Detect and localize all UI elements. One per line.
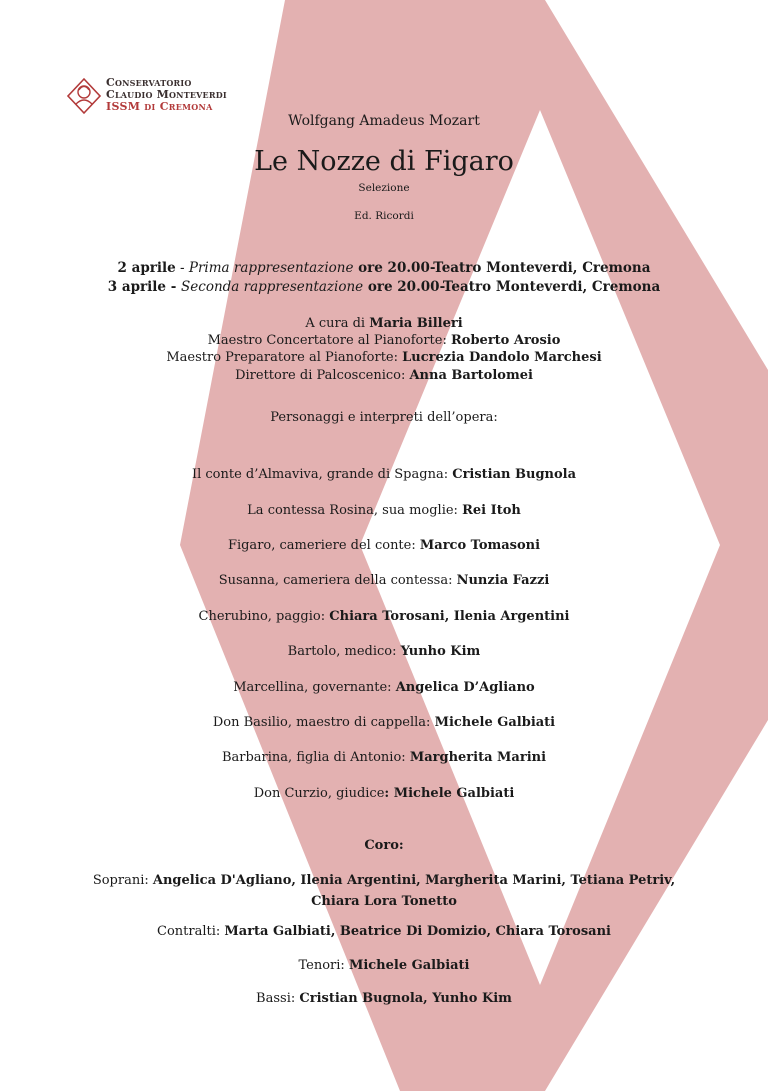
cast-role: Don Basilio, maestro di cappella: [212, 715, 435, 730]
cast-row [0, 609, 768, 624]
cast-performer: Cristian Bugnola [452, 467, 577, 482]
performance-label: Seconda rappresentazione [181, 279, 364, 295]
cast-performer: Angelica D’Agliano [395, 680, 535, 695]
performance-sep: - [175, 260, 189, 276]
logo-line-2: Claudio Monteverdi [106, 88, 227, 101]
cast-performer: Marco Tomasoni [419, 538, 541, 553]
cast-row [0, 503, 768, 518]
cast-row [0, 644, 768, 659]
performance-date: 3 aprile - [107, 279, 177, 295]
cast-row [0, 786, 768, 801]
conservatorio-logo [66, 77, 227, 115]
cast-role: Barbarina, figlia di Antonio: [221, 750, 410, 765]
coro-section-soprani [70, 870, 698, 912]
cast-row [0, 538, 768, 553]
cast-performer: Rei Itoh [462, 503, 521, 518]
staff-palcoscenico [0, 368, 768, 383]
coro-section-contralti [0, 924, 768, 939]
coro-voice: Soprani: [92, 873, 153, 888]
cast-performer: : Michele Galbiati [384, 786, 515, 801]
performance-2 [0, 279, 768, 295]
edition-note: Ed. Ricordi [354, 210, 414, 222]
cast-role: Bartolo, medico: [287, 644, 401, 659]
cast-performer: Yunho Kim [400, 644, 481, 659]
opera-subtitle: Selezione [358, 182, 410, 194]
opera-title: Le Nozze di Figaro [254, 146, 514, 177]
coro-voice: Contralti: [157, 924, 225, 939]
coro-voice: Bassi: [256, 991, 300, 1006]
cast-role: Figaro, cameriere del conte: [227, 538, 420, 553]
staff-curator [0, 316, 768, 331]
cast-performer: Margherita Marini [409, 750, 547, 765]
performance-details: ore 20.00-Teatro Monteverdi, Cremona [353, 260, 651, 276]
cast-role: Cherubino, paggio: [198, 609, 330, 624]
staff-role: Maestro Preparatore al Pianoforte: [166, 350, 403, 365]
cast-row [0, 467, 768, 482]
coro-section-bassi [0, 991, 768, 1006]
performance-label: Prima rappresentazione [188, 260, 354, 276]
cast-heading: Personaggi e interpreti dell’opera: [270, 410, 498, 425]
cast-role: La contessa Rosina, sua moglie: [247, 503, 463, 518]
staff-role: Maestro Concertatore al Pianoforte: [207, 333, 451, 348]
performance-details: ore 20.00-Teatro Monteverdi, Cremona [363, 279, 661, 295]
coro-voice: Tenori: [298, 958, 349, 973]
cast-row [0, 715, 768, 730]
staff-name: Roberto Arosio [450, 333, 561, 348]
staff-preparatore [0, 350, 768, 365]
cast-role: Susanna, cameriera della contessa: [218, 573, 457, 588]
composer-portrait-icon [66, 77, 102, 115]
cast-performer: Michele Galbiati [434, 715, 556, 730]
cast-role: Il conte d’Almaviva, grande di Spagna: [191, 467, 453, 482]
staff-name: Anna Bartolomei [409, 368, 533, 383]
cast-row [0, 573, 768, 588]
coro-names: Cristian Bugnola, Yunho Kim [299, 991, 512, 1006]
coro-section-tenori [0, 958, 768, 973]
cast-row [0, 680, 768, 695]
composer-name: Wolfgang Amadeus Mozart [288, 113, 480, 129]
logo-line-1: Conservatorio [106, 76, 192, 89]
logo-line-3: ISSM di Cremona [106, 100, 213, 113]
performance-1 [0, 260, 768, 276]
staff-concertatore [0, 333, 768, 348]
coro-heading: Coro: [364, 838, 404, 853]
cast-role: Don Curzio, giudice [253, 786, 385, 801]
staff-name: Maria Billeri [369, 316, 463, 331]
performance-date: 2 aprile [117, 260, 176, 276]
cast-performer: Chiara Torosani, Ilenia Argentini [329, 609, 570, 624]
coro-names: Angelica D'Agliano, Ilenia Argentini, Margherita Marini, Tetiana Petriv, Chiara Lora Tonetto [152, 873, 676, 909]
staff-role: A cura di [305, 316, 370, 331]
cast-row [0, 750, 768, 765]
staff-name: Lucrezia Dandolo Marchesi [402, 350, 602, 365]
cast-performer: Nunzia Fazzi [456, 573, 550, 588]
coro-names: Michele Galbiati [348, 958, 470, 973]
coro-names: Marta Galbiati, Beatrice Di Domizio, Chiara Torosani [224, 924, 611, 939]
cast-role: Marcellina, governante: [233, 680, 396, 695]
staff-role: Direttore di Palcoscenico: [235, 368, 410, 383]
